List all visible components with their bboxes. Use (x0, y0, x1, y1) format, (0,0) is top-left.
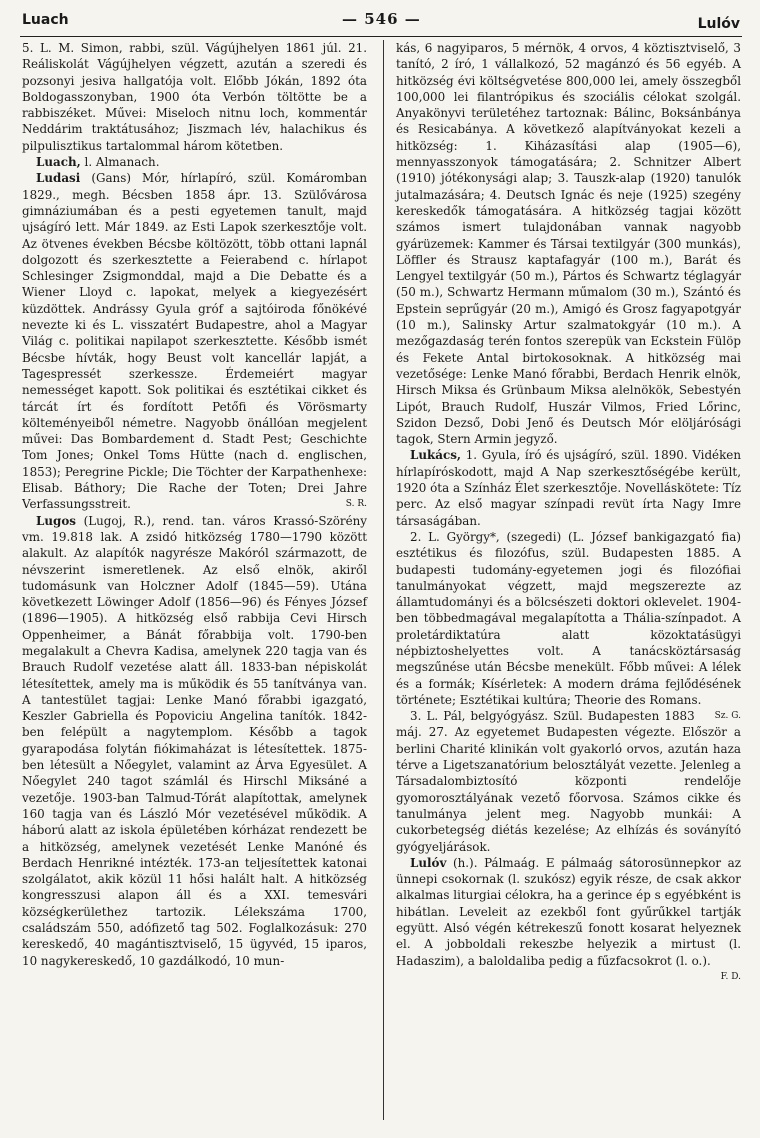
entry-luach (22, 154, 367, 170)
left-column (22, 40, 367, 969)
entry-ludasi (22, 170, 367, 512)
running-header (22, 10, 740, 32)
entry-headword: Lukács, (410, 448, 462, 463)
entry-headword: Ludasi (36, 171, 81, 186)
entry-lulov (396, 855, 742, 982)
entry-body: (h.). Pálmaág. E pálmaág sátorosünnepkor az ünnepi csokornak (l. szukósz) egyik része, de csak akkor alkalmas liturgiai célokra, ha a gerince ép s egyébként is hibátlan. Leveleit az ezekből font gyűrűkkel tartják együtt. Alsó végén kétrekeszű fonott kosarat helyeznek el. A jobboldali rekeszbe helyezik a mirtust (l. Hadaszim), a baloldaliba pedig a fűzfacsokrot (l. o.). (396, 855, 742, 968)
entry-body: (Gans) Mór, hírlapíró, szül. Komáromban 1829., megh. Bécsben 1858 ápr. 13. Szülővárosa gimnáziumában és a pesti egyetemen tanult, majd ujságíró lett. Már 1849. az Esti Lapok szerkesztője volt. Az ötvenes években Bécsbe költözött, több ottani lapnál dolgozott és szerkesztette a Feierabend c. hírlapot Schlesinger Zsigmonddal, majd a Die Debatte és a Wiener Lloyd c. lapokat, melyek a kiegyezésért küzdöttek. Andrássy Gyula gróf a sajtóiroda főnökévé nevezte ki és L. visszatért Budapestre, ahol a Magyar Világ c. politikai napilapot szerkesztette. Később ismét Bécsbe hívták, hogy Beust volt kancellár lapját, a Tagespressét szerkessze. Érdemeiért magyar nemességet kapott. Sok politikai és esztétikai cikket és tárcát írt és fordított Petőfi és Vörösmarty költeményeiből németre. Nagyobb önállóan megjelent művei: Das Bombardement d. Stadt Pest; Geschichte Tom Jones; Onkel Toms Hütte (nach d. englischen, 1853); Peregrine Pickle; Die Töchter der Karpathenhexe: Elisab. Báthory; Die Rache der Toten; Drei Jahre Verfassungsstreit. (22, 171, 367, 512)
entry-body: (Lugoj, R.), rend. tan. város Krassó-Szörény vm. 19.818 lak. A zsidó hitközség 1780—1790 között alakult. Az alapítók nagyrésze Makóról származott, de névszerint ismeretlenek. Az első elnök, akiről tudomásunk van Holczner Adolf (1845—59). Utána következett Löwinger Adolf (1856—96) és Fényes József (1896—1905). A hitközség első rabbija Cevi Hirsch Oppenheimer, a Bánát főrabbija volt. 1790-ben megalakult a Chevra Kadisa, amelynek 220 tagja van és Brauch Rudolf vezetése alatt áll. 1833-ban népiskolát létesítettek, amely ma is működik és 55 tanítványa van. A tantestület tagjai: Lenke Manó főrabbi igazgató, Keszler Gabriella és Popoviciu Angelina tanítók. 1842-ben felépült a nagytemplom. Később a tagok gyarapodása folytán fiókimaházat is létesítettek. 1875-ben létesült a Nőegylet, valamint az Árva Egyesület. A Nőegylet 240 tagot számlál és Hirschl Miksáné a vezetője. 1903-ban Talmud-Tórát alapítottak, amelynek 160 tagja van és László Mór vezetésével működik. A háború alatt az iskola épületében kórházat rendezett be a hitközség, amelynek vezetését Lenke Manóné és Berdach Henrikné intézték. 173-an teljesítettek katonai szolgálatot, akik közül 11 hősi halált halt. A hitközség kongresszusi alapon áll és a XXI. temesvári községkerülethez tartozik. Lélekszáma 1700, családszám 550, adófizető tag 502. Foglalkozásuk: 270 kereskedő, 40 magántisztviselő, 15 ügyvéd, 15 iparos, 10 nagykereskedő, 10 gazdálkodó, 10 mun- (22, 513, 367, 968)
entry-body: 3. L. Pál, belgyógyász. Szül. Budapesten 1883 máj. 27. Az egyetemet Budapesten végezte. Először a berlini Charité klinikán volt gyakorló orvos, azután haza térve a Ligetszanatórium belosztályát vezette. Jelenleg a Társadalombiztosító központi rendelője gyomorosztályának vezető főorvosa. Számos cikke és tanulmánya jelent meg. Nagyobb munkái: A cukorbetegség diétás kezelése; Az elhízás és soványító gyógyeljárások. (396, 709, 741, 854)
entry-body: kás, 6 nagyiparos, 5 mérnök, 4 orvos, 4 köztisztviselő, 3 tanító, 2 író, 1 vállalkozó, 52 magánzó és 56 egyéb. A hitközség évi költségvetése 800,000 lei, amely összegből 100,000 lei filantrópikus és szociális célokat szolgál. Anyakönyvi területéhez tartoznak: Bálinc, Boksánbánya és Resicabánya. A következő alapítványokat kezeli a hitközség: 1. Kiházasítási alap (1905—6), mennyasszonyok támogatására; 2. Schnitzer Albert (1910) jótékonysági alap; 3. Tauszk-alap (1920) tanulók jutalmazására; 4. Deutsch Ignác és neje (1925) szegény kereskedők támogatására. A hitközség tagjai között számos ismert tulajdonában vannak nagyobb gyárüzemek: Kammer és Társai textilgyár (300 munkás), Löffler és Strausz kaptafagyár (100 m.), Barát és Lengyel textilgyár (50 m.), Pártos és Schwartz téglagyár (50 m.), Schwartz Hermann műmalom (30 m.), Szántó és Epstein seprűgyár (20 m.), Amigó és Grosz fagyapotgyár (10 m.), Salinsky Artur szalmatokgyár (10 m.). A mezőgazdaság terén fontos szerepük van Eckstein Fülöp és Fekete Antal birtokosoknak. A hitközség mai vezetősége: Lenke Manó főrabbi, Berdach Henrik elnök, Hirsch Miksa és Grünbaum Miksa alelnökök, Sebestyén Lipót, Brauch Rudolf, Huszár Vilmos, Fried Lőrinc, Szidon Dezső, Dobi Jenő és Deutsch Mór elöljárósági tagok, Stern Armin jegyző. (396, 41, 741, 447)
header-left-catchword: Luach (22, 12, 69, 28)
entry-body: 1. Gyula, író és ujságíró, szül. 1890. Vidéken hírlapíróskodott, majd A Nap szerkesztőségébe került, 1920 óta a Színház Élet szerkesztője. Novelláskötete: Tíz perc. Az első magyar színpadi revüt írta Nagy Imre társaságában. (396, 448, 741, 528)
author-signature: F. D. (720, 971, 741, 982)
entry-headword: Luach, (36, 155, 81, 170)
header-right-catchword: Lulóv (697, 16, 740, 32)
entry-simon-continuation (22, 40, 367, 154)
entry-lukacs-gyorgy (396, 529, 741, 722)
page-number: — 546 — (342, 10, 421, 28)
entry-headword: Lugos (36, 513, 76, 528)
author-signature: Sz. G. (714, 711, 741, 722)
right-column (396, 40, 741, 985)
entry-lugos-continuation (396, 40, 741, 447)
entry-headword: Lulóv (410, 855, 447, 870)
entry-lukacs-pal (396, 708, 741, 855)
entry-lukacs (396, 447, 741, 528)
entry-body: 5. L. M. Simon, rabbi, szül. Vágújhelyen 1861 júl. 21. Reáliskolát Vágújhelyen végzett, azután a szeredi és pozsonyi jesiva hallgatója volt. Előbb Jókán, 1892 óta Boldogasszonyban, 1900 óta Verbón töltötte be a rabbiszéket. Művei: Miseloch nitnu loch, kommentár Neddárim traktátusához; Jiszmach lév, halachikus és pilpulisztikus tartalommal három kötetben. (22, 41, 367, 153)
header-rule (20, 36, 742, 37)
author-signature: S. R. (345, 499, 367, 510)
entry-body: 2. L. György*, (szegedi) (L. József bankigazgató fia) esztétikus és filozófus, szül. Budapesten 1885. A budapesti tudomány-egyetemen jogi és filozófiai tanulmányokat végzett, majd megszerezte az államtudományi és a bölcsészeti doktori oklevelet. 1904-ben többedmagával megalapította a Thália-színpadot. A proletárdiktatúra alatt közoktatásügyi népbiztoshelyettes volt. A tanácsköztársaság megszűnése után Bécsbe menekült. Főbb művei: A lélek és a formák; Kísérletek: A modern dráma fejlődésének története; Esztétikai kultúra; Theorie des Romans. (396, 529, 741, 707)
column-divider (383, 40, 384, 1120)
entry-lugos (22, 513, 367, 969)
entry-body: l. Almanach. (84, 155, 160, 170)
